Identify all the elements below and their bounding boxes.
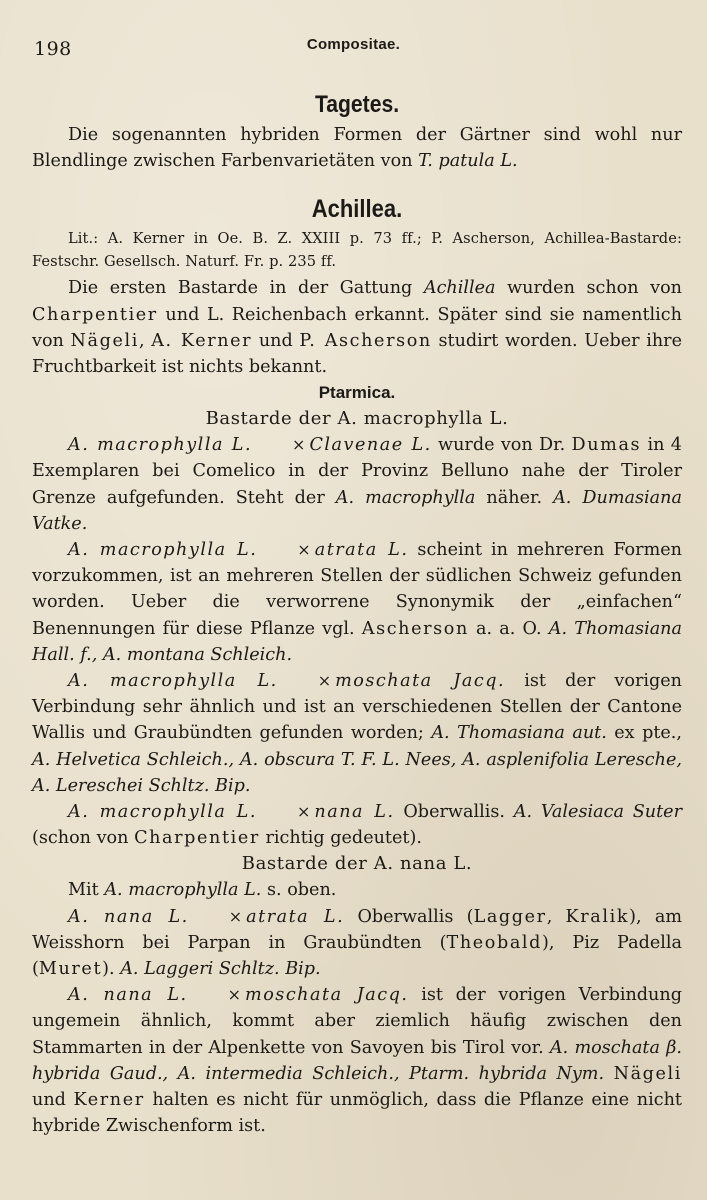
entry-text: ), Piz Padella ( — [32, 932, 682, 980]
parent-taxon: A. macrophylla L. — [68, 435, 253, 456]
cross-symbol: × — [292, 435, 306, 455]
intro-text: wurden schon von — [495, 278, 683, 299]
entry-text: ist der vorigen Verbindung ungemein ähnlich, kommt aber ziemlich häufig zwischen den Stammarten in der Alpenkette von Savoyen bis Tirol vor. — [32, 985, 682, 1058]
collector-name: Lagger — [473, 906, 547, 927]
page-number: 198 — [34, 38, 72, 60]
hybrid-entry — [32, 877, 682, 903]
page-header — [32, 36, 675, 66]
entry-text: scheint in mehreren Formen vorzukommen, ist an mehreren Stellen der südlichen Schweiz gefunden worden. Ueber die verworrene Synonymik der „einfachen“ Benennungen für diese Pflanze vgl. — [32, 540, 682, 639]
running-head: Compositae. — [306, 36, 401, 53]
author-name: A. Kerner — [151, 330, 253, 351]
entry-text: ist der vorigen Verbindung sehr ähnlich und ist an verschiedenen Stellen der Cantone Wallis und Graubündten gefunden worden; — [32, 671, 682, 744]
collector-name: Kralik — [565, 906, 630, 927]
parent-taxon: atrata L. — [314, 540, 409, 561]
section-title-achillea: Achillea. — [311, 195, 403, 224]
intro-text: und — [157, 304, 207, 325]
tagetes-paragraph — [32, 122, 682, 174]
synonym: A. Thomasiana Hall. f., A. montana Schleich. — [32, 618, 683, 665]
entry-text: näher. — [475, 487, 554, 508]
achillea-intro-paragraph — [32, 275, 682, 380]
hybrid-entry — [32, 432, 682, 537]
entry-text: Oberwallis ( — [344, 906, 474, 927]
entry-text: Mit — [68, 880, 105, 901]
synonym: A. moschata β. hybrida Gaud., A. intermedia Schleich., Ptarm. hybrida Nym. — [32, 1037, 682, 1084]
subheading-nana-hybrids: Bastarde der A. nana L. — [241, 853, 473, 875]
parent-taxon: atrata L. — [246, 906, 345, 927]
cross-symbol: × — [297, 540, 311, 560]
cross-symbol: × — [317, 671, 332, 691]
section-title-tagetes: Tagetes. — [314, 91, 400, 118]
synonym: A. Valesiaca Suter — [513, 802, 682, 823]
author-name: Charpentier — [32, 304, 158, 325]
taxon: A. macrophylla L. — [104, 880, 262, 901]
entry-text: halten es nicht für unmöglich, dass die Pflanze eine nicht hybride Zwischenform ist. — [32, 1090, 682, 1137]
entry-text: , — [546, 906, 566, 927]
collector-name: Theobald — [446, 932, 542, 953]
entry-text: wurde von Dr. — [431, 435, 572, 456]
subheading-ptarmica: Ptarmica. — [318, 383, 396, 403]
parent-taxon: A. nana L. — [68, 906, 189, 927]
intro-text: erkannt. Später sind sie namentlich von — [32, 304, 682, 351]
tagetes-taxon: T. patula L. — [418, 151, 518, 172]
intro-text: studirt worden. Ueber ihre Fruchtbarkeit ist nichts bekannt. — [32, 330, 683, 378]
parent-taxon: A. macrophylla L. — [68, 540, 258, 561]
intro-genus: Achillea — [423, 278, 496, 299]
synonym: A. Dumasiana Vatke. — [32, 487, 682, 534]
author-name: Charpentier — [134, 828, 260, 849]
synonym: A. Laggeri Schltz. Bip. — [120, 959, 321, 980]
author-name: Nägeli — [70, 330, 139, 351]
parent-taxon: Clavenae L. — [309, 435, 432, 456]
entry-text — [604, 1064, 614, 1084]
author-name: Nägeli — [613, 1063, 683, 1084]
parent-taxon: A. macrophylla L. — [68, 671, 278, 692]
collector-name: Muret — [38, 959, 103, 980]
hybrid-entry — [32, 982, 682, 1139]
intro-text: Die ersten Bastarde in der Gattung — [68, 278, 424, 299]
intro-text: , — [138, 330, 152, 351]
cross-symbol: × — [296, 802, 311, 822]
page-body — [32, 88, 682, 1140]
taxon: A. macrophylla — [335, 487, 476, 508]
hybrid-entry — [32, 799, 682, 851]
entry-text: a. a. O. — [468, 618, 549, 639]
entry-text: ), am Weisshorn bei Parpan in Graubündten ( — [32, 906, 682, 953]
hybrid-entry — [32, 537, 682, 668]
intro-text: und — [252, 330, 300, 351]
hybrid-entry — [32, 904, 682, 983]
synonym: A. Helvetica Schleich., A. obscura T. F. L. Nees, A. asplenifolia Leresche, A. Lereschei Schltz. Bip. — [32, 749, 682, 796]
cross-symbol: × — [227, 985, 242, 1005]
entry-text: richtig gedeutet). — [259, 828, 422, 849]
cross-symbol: × — [228, 906, 243, 926]
parent-taxon: nana L. — [314, 802, 395, 823]
entry-text: und — [32, 1090, 74, 1111]
author-name: L. Reichenbach — [206, 304, 347, 325]
author-name: P. Ascherson — [299, 330, 432, 351]
entry-text: in 4 Exemplaren bei Comelico in der Provinz Belluno nahe der Tiroler Grenze aufgefunden. Steht der — [32, 435, 682, 508]
entry-text: s. oben. — [261, 880, 337, 901]
parent-taxon: A. macrophylla L. — [68, 802, 257, 823]
literature-reference: Lit.: A. Kerner in Oe. B. Z. XXIII p. 73 ff.; P. Ascherson, Achillea-Bastarde: Festschr. Gesellsch. Naturf. Fr. p. 235 ff. — [32, 230, 682, 270]
entry-text: (schon von — [32, 828, 135, 849]
entry-text: Oberwallis. — [394, 802, 514, 823]
collector-name: Dumas — [571, 435, 642, 456]
hybrid-entry — [32, 668, 682, 799]
entry-text: ). — [102, 959, 121, 980]
subheading-macrophylla-hybrids: Bastarde der A. macrophylla L. — [205, 408, 509, 430]
parent-taxon: moschata Jacq. — [245, 985, 409, 1006]
entry-text: ex pte., — [606, 723, 682, 744]
parent-taxon: moschata Jacq. — [335, 671, 506, 692]
author-name: Ascherson — [361, 618, 469, 639]
synonym: A. Thomasiana aut. — [431, 723, 607, 744]
parent-taxon: A. nana L. — [68, 985, 188, 1006]
tagetes-text: Die sogenannten hybriden Formen der Gärtner sind wohl nur Blendlinge zwischen Farbenvarietäten von — [32, 125, 682, 172]
author-name: Kerner — [73, 1090, 145, 1111]
